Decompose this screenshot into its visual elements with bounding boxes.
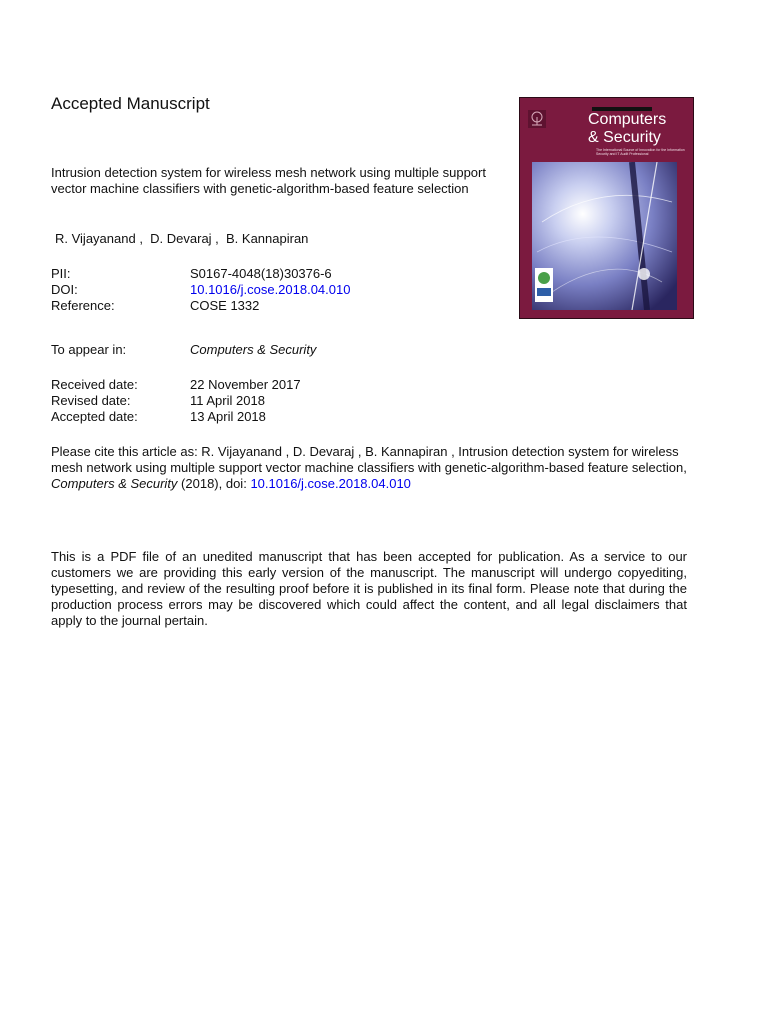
reference-label: Reference:: [51, 298, 115, 313]
manuscript-notice: This is a PDF file of an unedited manuscript that has been accepted for publication. As a service to our customers we are providing this early version of the manuscript. The manuscript will undergo copyediting, typesetting, and review of the resulting proof before it is published in its final form. Please note that during the production process errors may be discovered which could affect the content, and all legal disclaimers that apply to the journal pertain.: [51, 549, 687, 628]
citation-journal: Computers & Security: [51, 476, 178, 491]
journal-cover: [519, 97, 694, 319]
received-value: 22 November 2017: [190, 377, 301, 392]
cover-title-line1: Computers: [588, 111, 667, 128]
cover-subtitle: The International Source of Innovation for the Information Security and IT Audit Professional: [596, 148, 685, 156]
author-list: R. Vijayanand , D. Devaraj , B. Kannapiran: [55, 231, 309, 246]
elsevier-tree-logo-icon: [528, 110, 546, 128]
revised-value: 11 April 2018: [190, 393, 265, 408]
article-title: Intrusion detection system for wireless mesh network using multiple support vector machine classifiers with genetic-algorithm-based feature selection: [51, 165, 486, 196]
accepted-label: Accepted date:: [51, 409, 138, 424]
page-heading: Accepted Manuscript: [51, 94, 210, 113]
pii-value: S0167-4048(18)30376-6: [190, 266, 332, 281]
reference-value: COSE 1332: [190, 298, 260, 313]
ifip-logo-icon: [535, 268, 553, 302]
citation-middle: (2018), doi:: [177, 476, 251, 491]
citation-doi-link[interactable]: 10.1016/j.cose.2018.04.010: [250, 476, 411, 491]
appear-label: To appear in:: [51, 342, 127, 357]
citation-paragraph: [51, 444, 691, 492]
ifip-badge: [535, 268, 553, 302]
cover-photo: [532, 162, 677, 310]
accepted-value: 13 April 2018: [190, 409, 266, 424]
revised-label: Revised date:: [51, 393, 131, 408]
pii-label: PII:: [51, 266, 71, 281]
received-label: Received date:: [51, 377, 138, 392]
doi-label: DOI:: [51, 282, 78, 297]
journal-name: Computers & Security: [190, 342, 317, 357]
cover-title-line2: & Security: [588, 129, 661, 146]
doi-link[interactable]: 10.1016/j.cose.2018.04.010: [190, 282, 351, 297]
citation-text: Please cite this article as: R. Vijayanand , D. Devaraj , B. Kannapiran , Intrusion detection system for wireless mesh network using multiple support vector machine classifiers with genetic-algorithm-based feature selection,: [51, 444, 687, 475]
